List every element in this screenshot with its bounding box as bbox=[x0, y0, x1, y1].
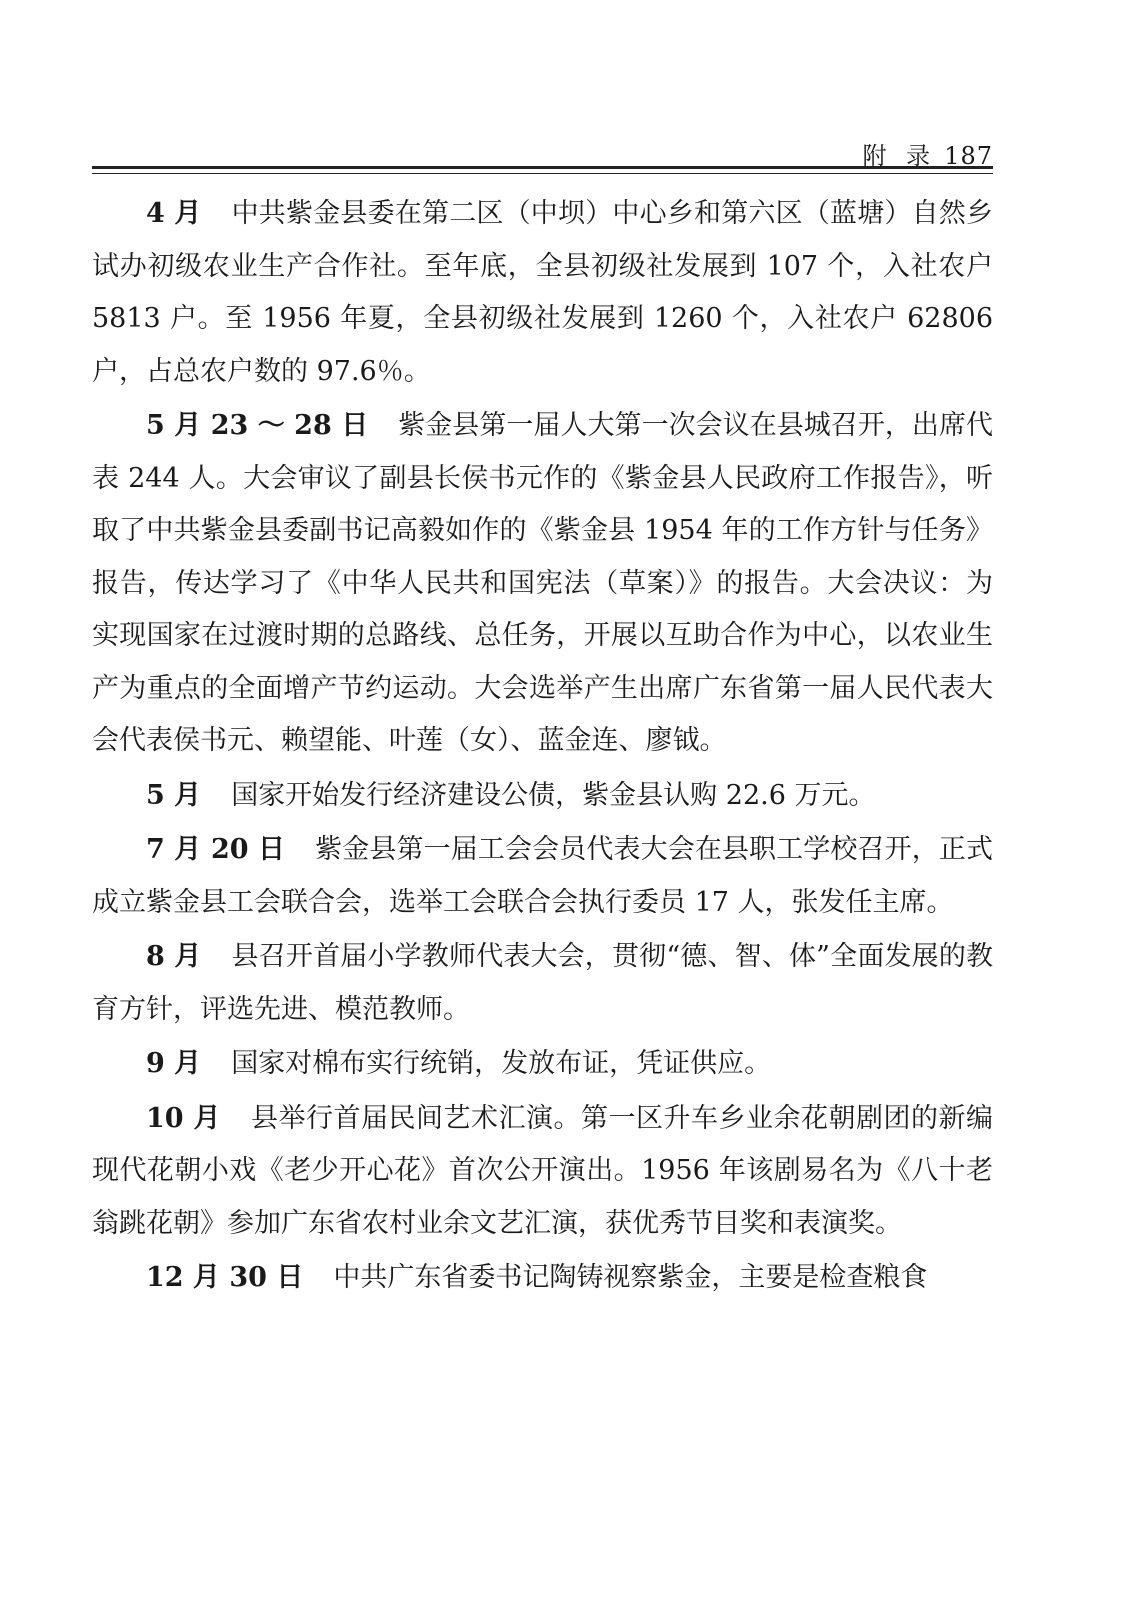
entry-date: 8 月 bbox=[146, 941, 202, 972]
chronicle-entry bbox=[92, 931, 993, 1036]
entry-text: 紫金县第一届工会会员代表大会在县职工学校召开，正式成立紫金县工会联合会，选举工会联合会执行委员 17 人，张发任主席。 bbox=[92, 834, 993, 918]
header-rule-thick bbox=[92, 166, 993, 169]
chronicle-entry bbox=[92, 770, 993, 823]
chronicle-entry bbox=[92, 1252, 993, 1305]
page-number: 187 bbox=[944, 142, 993, 170]
chronicle-entry bbox=[92, 1038, 993, 1091]
entry-date: 4 月 bbox=[146, 198, 202, 229]
entry-text: 国家对棉布实行统销，发放布证，凭证供应。 bbox=[231, 1048, 772, 1079]
header-rule-thin bbox=[92, 173, 993, 174]
entry-date: 7 月 20 日 bbox=[146, 834, 286, 865]
chronicle-entry bbox=[92, 824, 993, 929]
entry-date: 10 月 bbox=[146, 1102, 221, 1134]
entry-date: 5 月 bbox=[146, 779, 202, 811]
entry-date: 9 月 bbox=[146, 1048, 202, 1079]
entry-text: 县召开首届小学教师代表大会，贯彻“德、智、体”全面发展的教育方针，评选先进、模范教师。 bbox=[92, 941, 994, 1025]
entry-text: 国家开始发行经济建设公债，紫金县认购 22.6 万元。 bbox=[231, 779, 876, 811]
section-title: 附 录 bbox=[862, 142, 937, 170]
chronicle-entry bbox=[92, 1093, 993, 1251]
entry-date: 5 月 23 ～ 28 日 bbox=[146, 410, 369, 441]
entry-text: 紫金县第一届人大第一次会议在县城召开，出席代表 244 人。大会审议了副县长侯书元作的《紫金县人民政府工作报告》，听取了中共紫金县委副书记高毅如作的《紫金县 1954 年的工作方针与任务》报告，传达学习了《中华人民共和国宪法（草案）》的报告。大会决议：为实现国家在过渡时期的总路线、总任务，开展以互助合作为中心，以农业生产为重点的全面增产节约运动。大会选举产生出席广东省第一届人民代表大会代表侯书元、赖望能、叶莲（女）、蓝金连、廖钺。 bbox=[92, 410, 994, 756]
entry-date: 12 月 30 日 bbox=[146, 1262, 304, 1293]
chronicle-entry bbox=[92, 400, 993, 768]
entry-text: 县举行首届民间艺术汇演。第一区升车乡业余花朝剧团的新编现代花朝小戏《老少开心花》首次公开演出。1956 年该剧易名为《八十老翁跳花朝》参加广东省农村业余文艺汇演，获优秀节目奖和表演奖。 bbox=[92, 1102, 993, 1239]
entry-text: 中共紫金县委在第二区（中坝）中心乡和第六区（蓝塘）自然乡试办初级农业生产合作社。至年底，全县初级社发展到 107 个，入社农户 5813 户。至 1956 年夏，全县初级社发展到 1260 个，入社农户 62806 户，占总农户数的 97.6％。 bbox=[92, 198, 994, 387]
chronicle-body bbox=[92, 188, 993, 1307]
entry-text: 中共广东省委书记陶铸视察紫金，主要是检查粮食 bbox=[333, 1262, 928, 1293]
chronicle-entry bbox=[92, 188, 993, 398]
